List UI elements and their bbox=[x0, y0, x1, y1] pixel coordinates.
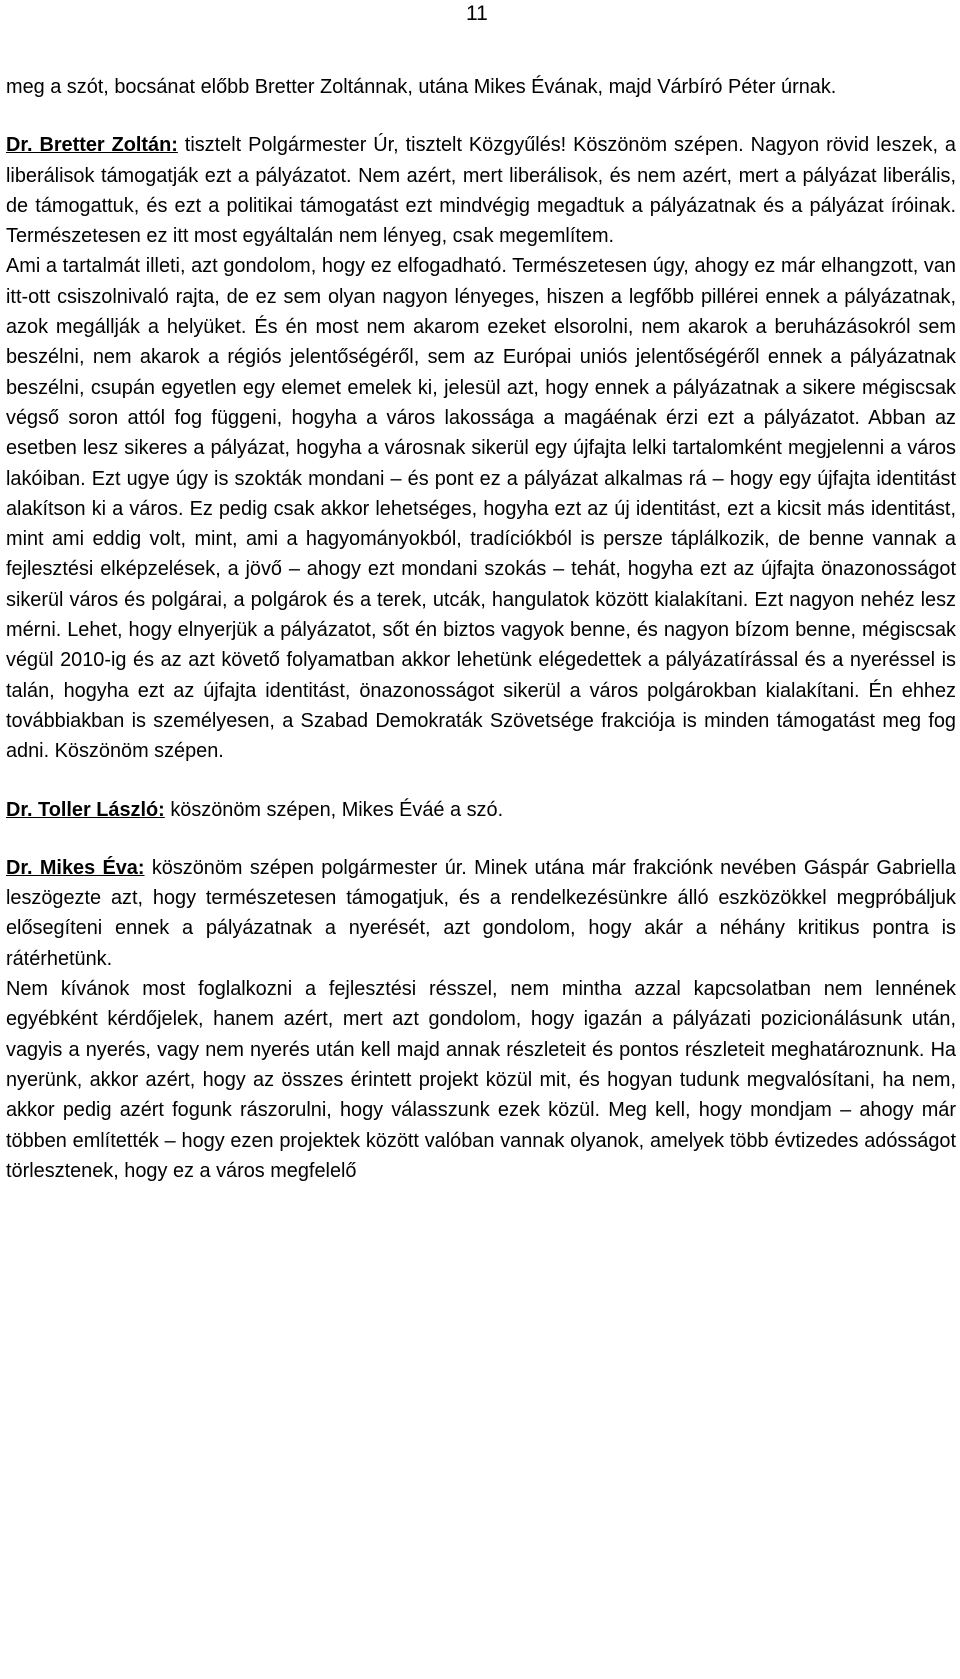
paragraph-text: Nem kívánok most foglalkozni a fejlesztési résszel, nem mintha azzal kapcsolatban nem lennének egyébként kérdőjelek, hanem azért, mert azt gondolom, hogy igazán a pályázati pozicionálásunk után, vagyis a nyerés, vagy nem nyerés után kell majd annak részleteit és pontos részleteit meghatároznunk. Ha nyerünk, akkor azért, hogy az összes érintett projekt közül mit, és hogyan tudunk megvalósítani, ha nem, akkor pedig azért fogunk rászorulni, hogy válasszunk ezek közül. Meg kell, hogy mondjam – ahogy már többen említették – hogy ezen projektek között valóban vannak olyanok, amelyek több évtizedes adósságot törlesztenek, hogy ez a város megfelelő bbox=[6, 978, 956, 1182]
paragraph bbox=[6, 251, 956, 766]
paragraph bbox=[6, 72, 956, 102]
paragraph-text: tisztelt Polgármester Úr, tisztelt Közgyűlés! Köszönöm szépen. Nagyon rövid leszek, a liberálisok támogatják ezt a pályázatot. Nem azért, mert liberálisok, és nem azért, mert a pályázat liberális, de támogattuk, és ezt a politikai támogatást ezt mindvégig megadtuk a pályázatnak és a pályázat íróinak. Természetesen ez itt most egyáltalán nem lényeg, csak megemlítem. bbox=[6, 134, 956, 248]
paragraph-text: köszönöm szépen, Mikes Éváé a szó. bbox=[164, 798, 504, 821]
paragraph bbox=[6, 795, 956, 825]
page-number: 11 bbox=[466, 2, 488, 25]
speaker-name: Dr. Bretter Zoltán: bbox=[6, 134, 178, 157]
speaker-name: Dr. Toller László: bbox=[6, 798, 165, 821]
paragraph bbox=[6, 853, 956, 974]
transcript-body bbox=[6, 72, 956, 1186]
paragraph bbox=[6, 974, 956, 1186]
paragraph-text: meg a szót, bocsánat előbb Bretter Zoltánnak, utána Mikes Évának, majd Várbíró Péter úrnak. bbox=[6, 76, 837, 98]
paragraph-text: köszönöm szépen polgármester úr. Minek utána már frakciónk nevében Gáspár Gabriella leszögezte azt, hogy természetesen támogatjuk, és a rendelkezésünkre álló eszközökkel megpróbáljuk elősegíteni ennek a pályázatnak a nyerését, azt gondolom, hogy akár a néhány kritikus pontra is rátérhetünk. bbox=[6, 856, 956, 970]
paragraph-text: Ami a tartalmát illeti, azt gondolom, hogy ez elfogadható. Természetesen úgy, ahogy ez már elhangzott, van itt-ott csiszolnivaló rajta, de ez sem olyan nagyon lényeges, hiszen a legfőbb pillérei ennek a pályázatnak, azok megállják a helyüket. És én most nem akarom ezeket elsorolni, nem akarok a beruházásokról sem beszélni, nem akarok a régiós jelentőségéről, sem az Európai uniós jelentőségéről ennek a pályázatnak beszélni, csupán egyetlen egy elemet emelek ki, jelesül azt, hogy ennek a pályázatnak a sikere mégiscsak végső soron attól fog függeni, hogyha a város lakossága a magáénak érzi ezt a pályázatot. Abban az esetben lesz sikeres a pályázat, hogyha a városnak sikerül egy újfajta lelki tartalomként megjelenni a város lakóiban. Ezt ugye úgy is szokták mondani – és pont ez a pályázat alkalmas rá – hogy egy újfajta identitást alakítson ki a város. Ez pedig csak akkor lehetséges, hogyha ezt az új identitást, ezt a kicsit más identitást, mint ami eddig volt, mint, ami a hagyományokból, tradíciókból is persze táplálkozik, de benne vannak a fejlesztési elképzelések, a jövő – ahogy ezt mondani szokás – tehát, hogyha ezt az újfajta önazonosságot sikerül város és polgárai, a polgárok és a terek, utcák, hangulatok között kialakítani. Ezt nagyon nehéz lesz mérni. Lehet, hogy elnyerjük a pályázatot, sőt én biztos vagyok benne, és nagyon bízom benne, mégiscsak végül 2010-ig és az azt követő folyamatban akkor lehetünk elégedettek a pályázatírással és a nyeréssel is talán, hogyha ezt az újfajta identitást, önazonosságot sikerül a város polgárokban kialakítani. Én ehhez továbbiakban is személyesen, a Szabad Demokraták Szövetsége frakciója is minden támogatást meg fog adni. Köszönöm szépen. bbox=[6, 255, 956, 763]
paragraph bbox=[6, 130, 956, 251]
speaker-name: Dr. Mikes Éva: bbox=[6, 856, 145, 879]
